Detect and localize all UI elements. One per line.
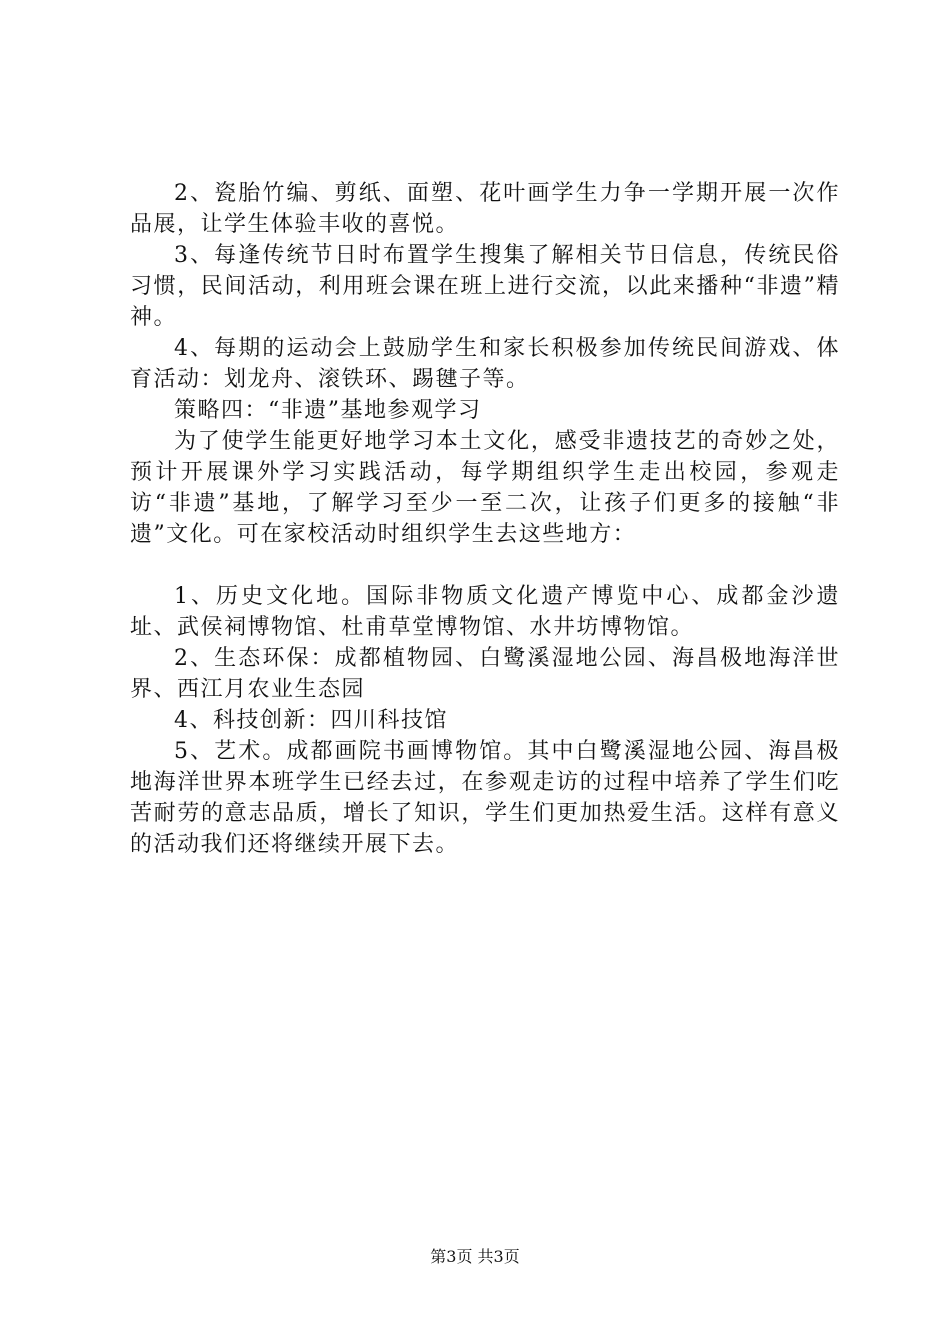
list-item-technology: 4、科技创新：四川科技馆: [174, 708, 448, 733]
paragraph-spacer: [130, 550, 840, 581]
paragraph-item-3: 3、每逢传统节日时布置学生搜集了解相关节日信息，传统民俗习惯，民间活动，利用班会课在班上进行交流，以此来播种“非遗”精神。: [130, 243, 840, 330]
list-item-art: 5、艺术。成都画院书画博物馆。其中白鹭溪湿地公园、海昌极地海洋世界本班学生已经去过，在参观走访的过程中培养了学生们吃苦耐劳的意志品质，增长了知识，学生们更加热爱生活。这样有意义的活动我们还将继续开展下去。: [130, 739, 840, 857]
section-heading-strategy-4: 策略四：“非遗”基地参观学习: [174, 398, 482, 423]
document-body: [130, 178, 840, 860]
paragraph-intro: 为了使学生能更好地学习本土文化，感受非遗技艺的奇妙之处，预计开展课外学习实践活动，每学期组织学生走出校园，参观走访“非遗”基地，了解学习至少一至二次，让孩子们更多的接触“非遗”文化。可在家校活动时组织学生去这些地方：: [130, 429, 840, 547]
paragraph-item-4: 4、每期的运动会上鼓励学生和家长积极参加传统民间游戏、体育活动：划龙舟、滚铁环、踢毽子等。: [130, 336, 840, 392]
page-footer: 第3页 共3页: [430, 1247, 520, 1266]
paragraph-item-2: 2、瓷胎竹编、剪纸、面塑、花叶画学生力争一学期开展一次作品展，让学生体验丰收的喜悦。: [130, 181, 840, 237]
list-item-history: 1、历史文化地。国际非物质文化遗产博览中心、成都金沙遗址、武侯祠博物馆、杜甫草堂博物馆、水井坊博物馆。: [130, 584, 840, 640]
list-item-ecology: 2、生态环保：成都植物园、白鹭溪湿地公园、海昌极地海洋世界、西江月农业生态园: [130, 646, 840, 702]
